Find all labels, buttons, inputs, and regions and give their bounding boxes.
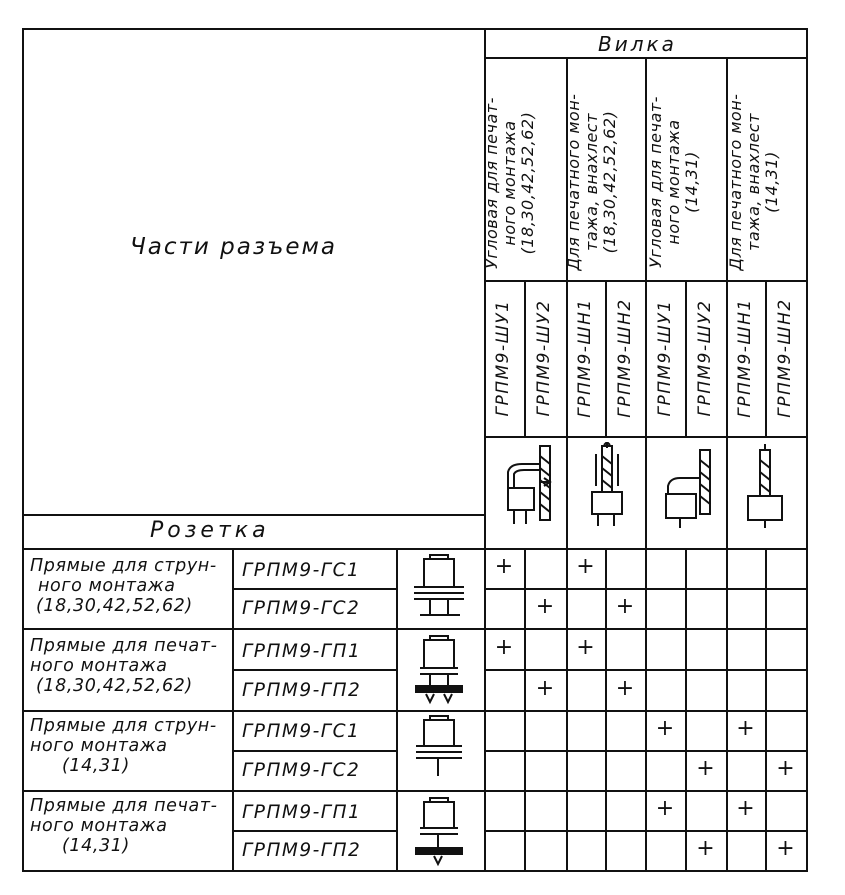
socket-code-3: ГРПМ9-ГП1 (242, 641, 362, 662)
socket-sub-sep-1 (232, 588, 398, 590)
overlap-plug-small-icon (736, 442, 796, 532)
plug-group-desc-4-line2: тажа, внахлест (743, 113, 763, 251)
compat-mark: + (655, 716, 675, 741)
compat-mark: + (736, 796, 755, 821)
plug-group-desc-3-line1: Угловая для печат- (646, 96, 665, 268)
plug-group-desc-2-line2: тажа, внахлест (581, 113, 601, 251)
socket-group-desc-2 (30, 636, 218, 696)
angle-plug-small-icon (656, 442, 716, 532)
compat-mark: + (535, 594, 555, 619)
frame-bottom (22, 870, 808, 872)
plug-group-desc-4-line3: (14,31) (761, 151, 781, 213)
plug-group-desc-2-line3: (18,30,42,52,62) (599, 110, 619, 254)
plug-group-desc-1 (483, 73, 563, 293)
socket-group-desc-3-line3: (14,31) (62, 756, 130, 777)
socket-group-desc-1-line3: (18,30,42,52,62) (36, 596, 193, 617)
compat-mark: + (576, 554, 595, 579)
compat-mark: + (576, 634, 595, 660)
table-head-bottom-line (22, 548, 808, 550)
socket-sub-sep-2 (232, 669, 398, 671)
frame-left (22, 28, 24, 872)
socket-header-top-line (22, 514, 486, 516)
plug-code-3: ГРПМ9-ШН1 (575, 298, 595, 418)
compat-mark: + (494, 634, 514, 660)
compat-mark: + (655, 796, 675, 821)
socket-group-desc-4-line2: ного монтажа (30, 816, 168, 837)
socket-code-4: ГРПМ9-ГП2 (242, 680, 362, 701)
plug-sub-sep-2 (605, 280, 607, 436)
socket-group-desc-2-line3: (18,30,42,52,62) (36, 676, 193, 697)
plug-code-6: ГРПМ9-ШУ2 (695, 299, 715, 417)
socket-group-desc-3-line2: ного монтажа (30, 736, 168, 757)
socket-code-7: ГРПМ9-ГП1 (242, 802, 362, 823)
compat-mark: + (615, 594, 635, 619)
plug-code-1: ГРПМ9-ШУ1 (493, 299, 513, 417)
socket-group-desc-3 (30, 716, 217, 776)
straight-print-socket-icon (410, 634, 470, 708)
socket-group-desc-4-line1: Прямые для печат- (30, 796, 218, 816)
straight-print-socket-small-icon (410, 796, 470, 870)
compat-mark: + (736, 716, 755, 741)
compat-mark: + (696, 756, 715, 781)
compat-mark: + (776, 836, 795, 861)
socket-group-desc-2-line1: Прямые для печат- (30, 636, 218, 656)
plug-code-7: ГРПМ9-ШН1 (735, 298, 755, 418)
socket-sub-sep-4 (232, 830, 398, 832)
straight-wire-socket-icon (410, 553, 470, 625)
plug-sub-sep-1 (524, 280, 526, 436)
compat-mark: + (535, 675, 555, 701)
frame-top (22, 28, 808, 30)
socket-code-8: ГРПМ9-ГП2 (242, 840, 362, 861)
socket-group-sep-3 (22, 790, 808, 792)
socket-group-desc-1-line1: Прямые для струн- (30, 556, 217, 576)
socket-group-desc-1 (30, 556, 217, 616)
grid-row-sep-2 (484, 669, 808, 671)
compat-mark: + (494, 554, 514, 579)
compat-mark: + (615, 675, 635, 701)
plug-group-desc-3-line3: (14,31) (681, 151, 701, 213)
plug-group-desc-4 (727, 72, 805, 292)
angle-plug-icon (500, 442, 560, 532)
plug-group-desc-3 (647, 72, 725, 292)
frame-right (806, 28, 808, 872)
plug-sub-sep-3 (685, 280, 687, 436)
socket-group-desc-4-line3: (14,31) (62, 836, 130, 857)
compat-mark: + (696, 836, 715, 861)
socket-group-desc-4 (30, 796, 218, 856)
plug-sub-sep-4 (765, 280, 767, 436)
grid-row-sep-3 (484, 750, 808, 752)
socket-group-desc-3-line1: Прямые для струн- (30, 716, 217, 736)
socket-code-6: ГРПМ9-ГС2 (242, 760, 361, 781)
socket-group-sep-2 (22, 710, 808, 712)
socket-code-1: ГРПМ9-ГС1 (242, 560, 361, 581)
plug-group-desc-2 (565, 72, 643, 292)
socket-group-desc-2-line2: ного монтажа (30, 656, 168, 677)
socket-header: Розетка (150, 518, 270, 543)
socket-code-5: ГРПМ9-ГС1 (242, 721, 361, 742)
plug-code-8: ГРПМ9-ШН2 (775, 298, 795, 418)
grid-row-sep-4 (484, 830, 808, 832)
plug-code-2: ГРПМ9-ШУ2 (534, 299, 554, 417)
socket-code-2: ГРПМ9-ГС2 (242, 598, 361, 619)
overlap-plug-icon (576, 442, 636, 532)
plug-code-4: ГРПМ9-ШН2 (615, 298, 635, 418)
compat-mark: + (776, 756, 795, 781)
plug-header: Вилка (598, 32, 677, 56)
plug-group-desc-1-line2: ного монтажа (499, 120, 519, 246)
straight-wire-socket-small-icon (410, 714, 470, 786)
plug-code-5: ГРПМ9-ШУ1 (655, 299, 675, 417)
socket-sub-sep-3 (232, 750, 398, 752)
plug-group-desc-1-line1: Угловая для печат- (482, 97, 501, 269)
socket-group-sep-1 (22, 628, 808, 630)
plug-group-desc-4-line1: Для печатного мон- (726, 93, 745, 271)
plug-group-desc-2-line1: Для печатного мон- (564, 93, 583, 271)
plug-group-desc-3-line2: ного монтажа (663, 119, 683, 245)
corner-title: Части разъема (130, 234, 337, 260)
plug-group-desc-1-line3: (18,30,42,52,62) (517, 111, 537, 255)
grid-row-sep-1 (484, 588, 808, 590)
socket-group-desc-1-line2: ного монтажа (38, 576, 176, 597)
